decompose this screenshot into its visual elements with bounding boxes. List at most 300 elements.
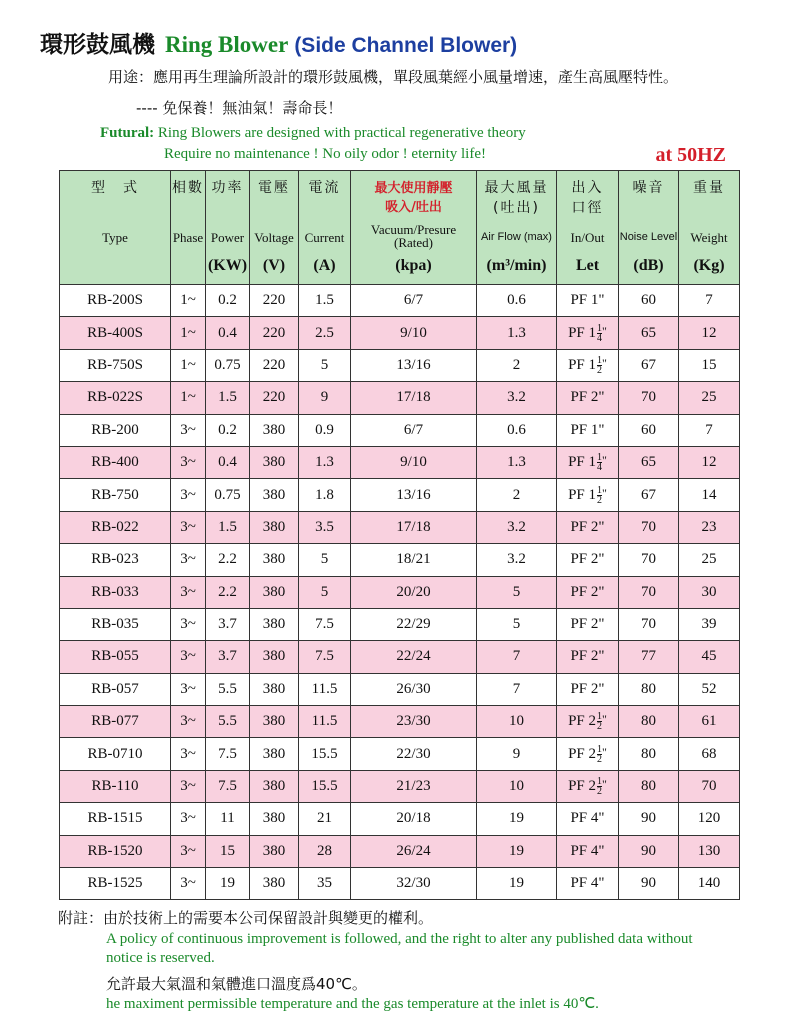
cell-weight: 7 [679, 414, 740, 446]
cell-pressure: 21/23 [351, 770, 477, 802]
column-header-zh: 電壓 [258, 180, 290, 196]
cell-phase: 1~ [171, 317, 206, 349]
temperature-note-zh: 允許最大氣溫和氣體進口溫度爲40℃。 [106, 975, 367, 993]
cell-type: RB-035 [60, 608, 171, 640]
cell-current: 15.5 [299, 770, 351, 802]
table-row [60, 317, 740, 349]
inch-mark: " [602, 323, 607, 338]
cell-weight: 25 [679, 382, 740, 414]
cell-type: RB-0710 [60, 738, 171, 770]
cell-port [557, 349, 619, 381]
table-row [60, 544, 740, 576]
cell-pressure: 26/24 [351, 835, 477, 867]
table-row [60, 673, 740, 705]
cell-pressure: 13/16 [351, 349, 477, 381]
cell-pressure: 13/16 [351, 479, 477, 511]
cell-type: RB-022S [60, 382, 171, 414]
column-header-port [557, 171, 619, 285]
fraction-numerator: 1 [597, 776, 603, 788]
cell-pressure: 6/7 [351, 285, 477, 317]
cell-type: RB-200S [60, 285, 171, 317]
cell-type: RB-055 [60, 641, 171, 673]
cell-voltage: 380 [250, 479, 299, 511]
inch-mark: " [602, 355, 607, 370]
port-size: PF 1 [568, 454, 597, 471]
cell-current: 3.5 [299, 511, 351, 543]
cell-noise: 67 [619, 349, 679, 381]
cell-pressure: 18/21 [351, 544, 477, 576]
table-row [60, 511, 740, 543]
cell-weight: 23 [679, 511, 740, 543]
cell-port [557, 868, 619, 900]
cell-power: 0.75 [206, 479, 250, 511]
cell-current: 9 [299, 382, 351, 414]
spec-table [59, 170, 740, 900]
cell-weight: 120 [679, 803, 740, 835]
column-header-unit: (dB) [633, 257, 664, 274]
cell-weight: 12 [679, 317, 740, 349]
cell-weight: 7 [679, 285, 740, 317]
cell-airflow: 9 [477, 738, 557, 770]
cell-voltage: 220 [250, 317, 299, 349]
cell-port [557, 576, 619, 608]
temperature-note-en: he maximent permissible temperature and the gas temperature at the inlet is 40℃. [106, 996, 599, 1012]
inch-mark: " [602, 777, 607, 792]
cell-noise: 60 [619, 285, 679, 317]
cell-noise: 80 [619, 706, 679, 738]
cell-airflow: 2 [477, 479, 557, 511]
port-size: PF 2 [568, 777, 597, 794]
port-size: PF 4" [570, 810, 605, 827]
cell-phase: 3~ [171, 803, 206, 835]
column-header-zh: 最大風量 (吐出) [484, 180, 549, 216]
table-header-row [60, 171, 740, 285]
cell-airflow: 3.2 [477, 544, 557, 576]
column-header-phase [171, 171, 206, 285]
cell-voltage: 380 [250, 511, 299, 543]
inch-mark: " [602, 712, 607, 727]
cell-port [557, 382, 619, 414]
fraction-denominator: 2 [597, 721, 603, 733]
cell-pressure: 32/30 [351, 868, 477, 900]
cell-port [557, 738, 619, 770]
port-size: PF 2" [570, 680, 605, 697]
cell-voltage: 380 [250, 576, 299, 608]
cell-type: RB-400S [60, 317, 171, 349]
cell-phase: 3~ [171, 544, 206, 576]
port-size: PF 2" [570, 616, 605, 633]
cell-noise: 70 [619, 544, 679, 576]
table-row [60, 738, 740, 770]
column-header-unit: (KW) [207, 257, 248, 274]
cell-voltage: 380 [250, 414, 299, 446]
cell-weight: 52 [679, 673, 740, 705]
column-header-zh: 相數 [172, 180, 204, 196]
cell-phase: 3~ [171, 414, 206, 446]
cell-phase: 1~ [171, 285, 206, 317]
cell-weight: 130 [679, 835, 740, 867]
table-row [60, 576, 740, 608]
cell-port [557, 803, 619, 835]
cell-weight: 25 [679, 544, 740, 576]
cell-phase: 3~ [171, 738, 206, 770]
column-header-en: Air Flow (max) [481, 231, 552, 243]
cell-current: 11.5 [299, 673, 351, 705]
cell-pressure: 17/18 [351, 511, 477, 543]
column-header-power [206, 171, 250, 285]
futural-label: Futural: [100, 125, 155, 141]
column-header-en: Noise Level [619, 231, 678, 243]
cell-phase: 3~ [171, 835, 206, 867]
column-header-en: In/Out [570, 230, 605, 245]
frequency-label: at 50HZ [655, 144, 726, 166]
cell-noise: 80 [619, 770, 679, 802]
column-header-type [60, 171, 171, 285]
cell-weight: 14 [679, 479, 740, 511]
column-header-en: Power [210, 230, 245, 245]
cell-phase: 3~ [171, 868, 206, 900]
table-row [60, 770, 740, 802]
cell-airflow: 5 [477, 576, 557, 608]
cell-port [557, 706, 619, 738]
cell-port [557, 511, 619, 543]
cell-current: 28 [299, 835, 351, 867]
table-row [60, 285, 740, 317]
cell-noise: 70 [619, 511, 679, 543]
cell-type: RB-400 [60, 446, 171, 478]
cell-pressure: 26/30 [351, 673, 477, 705]
port-size: PF 2" [570, 389, 605, 406]
cell-noise: 77 [619, 641, 679, 673]
table-row [60, 446, 740, 478]
cell-current: 1.3 [299, 446, 351, 478]
feature-text: ---- 免保養！無油氣！壽命長！ [136, 99, 343, 117]
title-subtitle: (Side Channel Blower) [294, 34, 518, 57]
column-header-zh: 重量 [693, 180, 725, 196]
cell-power: 0.2 [206, 414, 250, 446]
cell-power: 5.5 [206, 673, 250, 705]
cell-noise: 65 [619, 317, 679, 349]
port-size: PF 1" [570, 292, 605, 309]
fraction-numerator: 1 [597, 354, 603, 366]
cell-pressure: 17/18 [351, 382, 477, 414]
cell-voltage: 220 [250, 285, 299, 317]
cell-noise: 60 [619, 414, 679, 446]
cell-pressure: 6/7 [351, 414, 477, 446]
cell-pressure: 22/30 [351, 738, 477, 770]
column-header-zh: 噪音 [632, 180, 665, 196]
cell-voltage: 220 [250, 349, 299, 381]
cell-power: 1.5 [206, 511, 250, 543]
cell-phase: 3~ [171, 706, 206, 738]
cell-airflow: 7 [477, 673, 557, 705]
fraction-denominator: 2 [597, 494, 603, 506]
cell-pressure: 9/10 [351, 317, 477, 349]
cell-port [557, 835, 619, 867]
cell-type: RB-1515 [60, 803, 171, 835]
inch-mark: " [602, 485, 607, 500]
column-header-unit: (A) [313, 257, 336, 274]
fraction-denominator: 4 [597, 462, 603, 474]
table-row [60, 479, 740, 511]
cell-phase: 1~ [171, 349, 206, 381]
port-size: PF 1 [568, 324, 597, 341]
cell-airflow: 19 [477, 803, 557, 835]
cell-pressure: 9/10 [351, 446, 477, 478]
cell-port [557, 285, 619, 317]
cell-power: 0.2 [206, 285, 250, 317]
table-row [60, 803, 740, 835]
footnote-zh: 附註：由於技術上的需要本公司保留設計與變更的權利。 [58, 909, 434, 927]
cell-current: 0.9 [299, 414, 351, 446]
cell-phase: 3~ [171, 673, 206, 705]
cell-pressure: 20/18 [351, 803, 477, 835]
fraction-numerator: 1 [597, 484, 603, 496]
cell-noise: 90 [619, 868, 679, 900]
table-row [60, 641, 740, 673]
cell-port [557, 673, 619, 705]
cell-noise: 70 [619, 608, 679, 640]
cell-type: RB-022 [60, 511, 171, 543]
cell-power: 7.5 [206, 770, 250, 802]
column-header-zh: 型 式 [91, 180, 139, 196]
title-english: Ring Blower [165, 32, 289, 57]
cell-type: RB-750S [60, 349, 171, 381]
cell-type: RB-057 [60, 673, 171, 705]
column-header-en: Current [304, 230, 345, 245]
table-row [60, 706, 740, 738]
cell-power: 2.2 [206, 544, 250, 576]
cell-current: 5 [299, 576, 351, 608]
cell-voltage: 380 [250, 868, 299, 900]
cell-current: 7.5 [299, 608, 351, 640]
column-header-zh: 功率 [211, 180, 244, 196]
cell-noise: 65 [619, 446, 679, 478]
cell-current: 5 [299, 349, 351, 381]
title-chinese: 環形鼓風機 [40, 32, 155, 58]
cell-weight: 15 [679, 349, 740, 381]
column-header-en: Phase [172, 230, 204, 245]
cell-airflow: 2 [477, 349, 557, 381]
port-size: PF 2" [570, 648, 605, 665]
cell-voltage: 380 [250, 641, 299, 673]
fraction-denominator: 4 [597, 332, 603, 344]
column-header-en: Voltage [254, 230, 294, 245]
cell-port [557, 446, 619, 478]
cell-current: 5 [299, 544, 351, 576]
cell-noise: 70 [619, 382, 679, 414]
cell-noise: 90 [619, 803, 679, 835]
port-size: PF 1" [570, 421, 605, 438]
futural-line-2: Require no maintenance ! No oily odor ! eternity life! [164, 146, 486, 162]
usage-text: 用途：應用再生理論所設計的環形鼓風機，單段風葉經小風量增速，產生高風壓特性。 [108, 68, 679, 86]
page-title [40, 26, 517, 59]
cell-voltage: 380 [250, 673, 299, 705]
port-size: PF 2" [570, 551, 605, 568]
cell-voltage: 380 [250, 803, 299, 835]
cell-noise: 80 [619, 738, 679, 770]
table-row [60, 868, 740, 900]
cell-current: 35 [299, 868, 351, 900]
cell-voltage: 380 [250, 446, 299, 478]
column-header-noise [619, 171, 679, 285]
cell-airflow: 10 [477, 706, 557, 738]
table-row [60, 608, 740, 640]
column-header-unit: Let [575, 257, 600, 274]
inch-mark: " [602, 744, 607, 759]
cell-type: RB-200 [60, 414, 171, 446]
cell-port [557, 770, 619, 802]
cell-pressure: 22/24 [351, 641, 477, 673]
column-header-zh: 出入 口徑 [571, 180, 604, 216]
column-header-unit: (m³/min) [486, 257, 547, 274]
column-header-airflow [477, 171, 557, 285]
port-size: PF 2 [568, 713, 597, 730]
cell-port [557, 317, 619, 349]
column-header-unit: (V) [262, 257, 286, 274]
cell-weight: 68 [679, 738, 740, 770]
cell-noise: 70 [619, 576, 679, 608]
cell-voltage: 380 [250, 738, 299, 770]
cell-port [557, 544, 619, 576]
fraction-numerator: 1 [597, 452, 603, 464]
column-header-weight [679, 171, 740, 285]
cell-voltage: 380 [250, 770, 299, 802]
table-row [60, 349, 740, 381]
cell-phase: 1~ [171, 382, 206, 414]
cell-power: 15 [206, 835, 250, 867]
column-header-voltage [250, 171, 299, 285]
cell-voltage: 380 [250, 835, 299, 867]
fraction-denominator: 2 [597, 786, 603, 798]
cell-port [557, 608, 619, 640]
cell-power: 3.7 [206, 641, 250, 673]
cell-power: 0.75 [206, 349, 250, 381]
cell-power: 1.5 [206, 382, 250, 414]
column-header-zh: 電流 [308, 180, 341, 196]
column-header-unit: (Kg) [693, 257, 725, 274]
cell-power: 19 [206, 868, 250, 900]
port-size: PF 4" [570, 842, 605, 859]
cell-power: 11 [206, 803, 250, 835]
cell-current: 21 [299, 803, 351, 835]
cell-weight: 39 [679, 608, 740, 640]
cell-current: 11.5 [299, 706, 351, 738]
column-header-current [299, 171, 351, 285]
inch-mark: " [602, 453, 607, 468]
cell-type: RB-023 [60, 544, 171, 576]
column-header-en: Vacuum/Presure (Rated) [370, 222, 457, 250]
cell-weight: 30 [679, 576, 740, 608]
futural-block [100, 123, 526, 165]
cell-weight: 61 [679, 706, 740, 738]
column-header-en: Weight [690, 230, 728, 245]
cell-type: RB-077 [60, 706, 171, 738]
futural-line-1: Ring Blowers are designed with practical regenerative theory [157, 125, 526, 141]
column-header-pressure [351, 171, 477, 285]
port-size: PF 1 [568, 486, 597, 503]
cell-type: RB-1520 [60, 835, 171, 867]
cell-phase: 3~ [171, 608, 206, 640]
cell-pressure: 20/20 [351, 576, 477, 608]
cell-power: 0.4 [206, 317, 250, 349]
column-header-unit: (kpa) [395, 257, 432, 274]
cell-port [557, 414, 619, 446]
port-size: PF 4" [570, 875, 605, 892]
table-row [60, 414, 740, 446]
cell-airflow: 7 [477, 641, 557, 673]
cell-weight: 140 [679, 868, 740, 900]
cell-pressure: 23/30 [351, 706, 477, 738]
cell-airflow: 19 [477, 835, 557, 867]
cell-power: 0.4 [206, 446, 250, 478]
port-size: PF 1 [568, 356, 597, 373]
cell-pressure: 22/29 [351, 608, 477, 640]
cell-type: RB-750 [60, 479, 171, 511]
cell-phase: 3~ [171, 770, 206, 802]
column-header-zh: 最大使用靜壓 吸入/吐出 [374, 181, 453, 215]
cell-port [557, 479, 619, 511]
cell-voltage: 220 [250, 382, 299, 414]
cell-current: 15.5 [299, 738, 351, 770]
cell-airflow: 1.3 [477, 446, 557, 478]
cell-current: 7.5 [299, 641, 351, 673]
port-size: PF 2" [570, 583, 605, 600]
cell-voltage: 380 [250, 544, 299, 576]
cell-current: 1.5 [299, 285, 351, 317]
cell-airflow: 3.2 [477, 511, 557, 543]
cell-type: RB-1525 [60, 868, 171, 900]
fraction-numerator: 1 [597, 711, 603, 723]
fraction-numerator: 1 [597, 743, 603, 755]
cell-airflow: 10 [477, 770, 557, 802]
cell-noise: 80 [619, 673, 679, 705]
cell-current: 2.5 [299, 317, 351, 349]
cell-weight: 70 [679, 770, 740, 802]
port-size: PF 2" [570, 518, 605, 535]
cell-power: 2.2 [206, 576, 250, 608]
cell-phase: 3~ [171, 446, 206, 478]
cell-power: 5.5 [206, 706, 250, 738]
column-header-en: Type [102, 230, 128, 245]
cell-power: 7.5 [206, 738, 250, 770]
cell-noise: 90 [619, 835, 679, 867]
cell-current: 1.8 [299, 479, 351, 511]
table-row [60, 382, 740, 414]
cell-airflow: 5 [477, 608, 557, 640]
cell-airflow: 3.2 [477, 382, 557, 414]
fraction-numerator: 1 [597, 322, 603, 334]
cell-airflow: 1.3 [477, 317, 557, 349]
cell-type: RB-033 [60, 576, 171, 608]
cell-type: RB-110 [60, 770, 171, 802]
footnote-en: A policy of continuous improvement is followed, and the right to alter any published data without notice is reserved. [106, 931, 693, 966]
cell-airflow: 0.6 [477, 414, 557, 446]
cell-weight: 12 [679, 446, 740, 478]
fraction-denominator: 2 [597, 364, 603, 376]
fraction-denominator: 2 [597, 753, 603, 765]
port-size: PF 2 [568, 745, 597, 762]
cell-phase: 3~ [171, 511, 206, 543]
cell-airflow: 0.6 [477, 285, 557, 317]
cell-weight: 45 [679, 641, 740, 673]
cell-airflow: 19 [477, 868, 557, 900]
cell-phase: 3~ [171, 641, 206, 673]
cell-port [557, 641, 619, 673]
cell-voltage: 380 [250, 706, 299, 738]
cell-phase: 3~ [171, 479, 206, 511]
cell-noise: 67 [619, 479, 679, 511]
